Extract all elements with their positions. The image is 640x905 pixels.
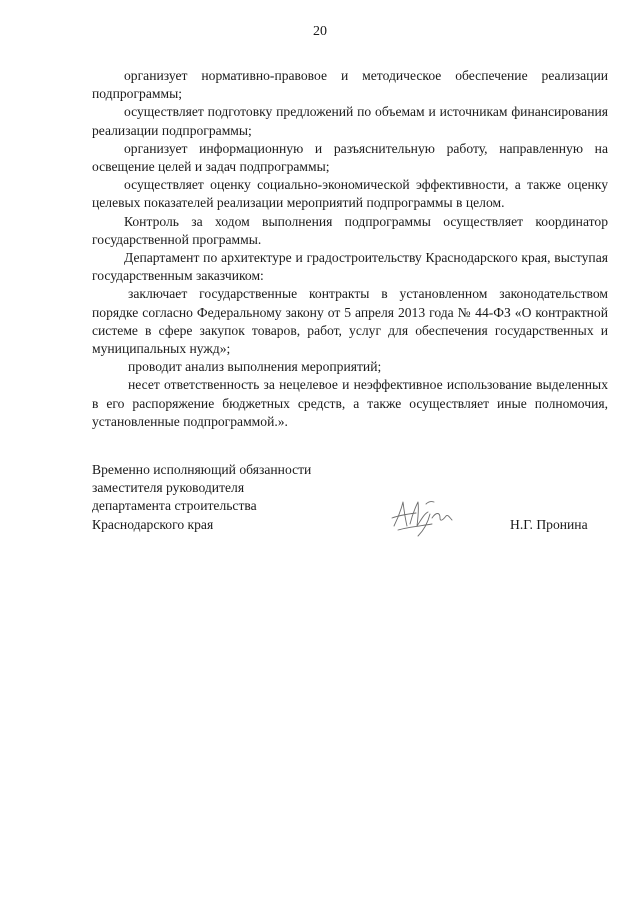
paragraph-funding-proposals: осуществляет подготовку предложений по объемам и источникам финансирования реализации подпрограммы; [92,104,608,138]
handwritten-signature-icon [388,496,460,540]
paragraph-information-work: организует информационную и разъяснительную работу, направленную на освещение целей и задач подпрограммы; [92,140,608,175]
paragraph-program-control: Контроль за ходом выполнения подпрограммы осуществляет координатор государственной программы. [92,213,608,247]
signatory-position-line-1: Временно исполняющий обязанности [92,462,312,477]
page-number: 20 [313,24,327,39]
paragraph-contracts: заключает государственные контракты в установленном законодательством порядке согласно Федеральному закону от 5 апреля 2013 года № 44-ФЗ «О контрактной системе в сфере закупок товаров, работ, услуг для обеспечения государственных и муниципальных нужд»; [92,286,608,357]
paragraph-efficiency-assessment: осуществляет оценку социально-экономической эффективности, а также оценку целевых показателей реализации мероприятий подпрограммы в целом. [92,177,608,211]
document-body [92,67,608,431]
signatory-position [92,461,352,534]
paragraph-responsibility: несет ответственность за нецелевое и неэффективное использование выделенных в его распоряжение бюджетных средств, а также осуществляет иные полномочия, установленные подпрограммой.». [92,377,608,429]
signatory-position-line-2: заместителя руководителя [92,480,245,496]
paragraph-normative-support: организует нормативно-правовое и методическое обеспечение реализации подпрограммы; [92,68,608,102]
signatory-position-line-3: департамента строительства [92,498,257,514]
signatory-name: Н.Г. Пронина [510,517,588,532]
paragraph-analysis: проводит анализ выполнения мероприятий; [128,359,382,375]
signatory-position-line-4: Краснодарского края [92,516,214,532]
paragraph-department-customer: Департамент по архитектуре и градостроительству Краснодарского края, выступая государственным заказчиком: [92,250,608,284]
